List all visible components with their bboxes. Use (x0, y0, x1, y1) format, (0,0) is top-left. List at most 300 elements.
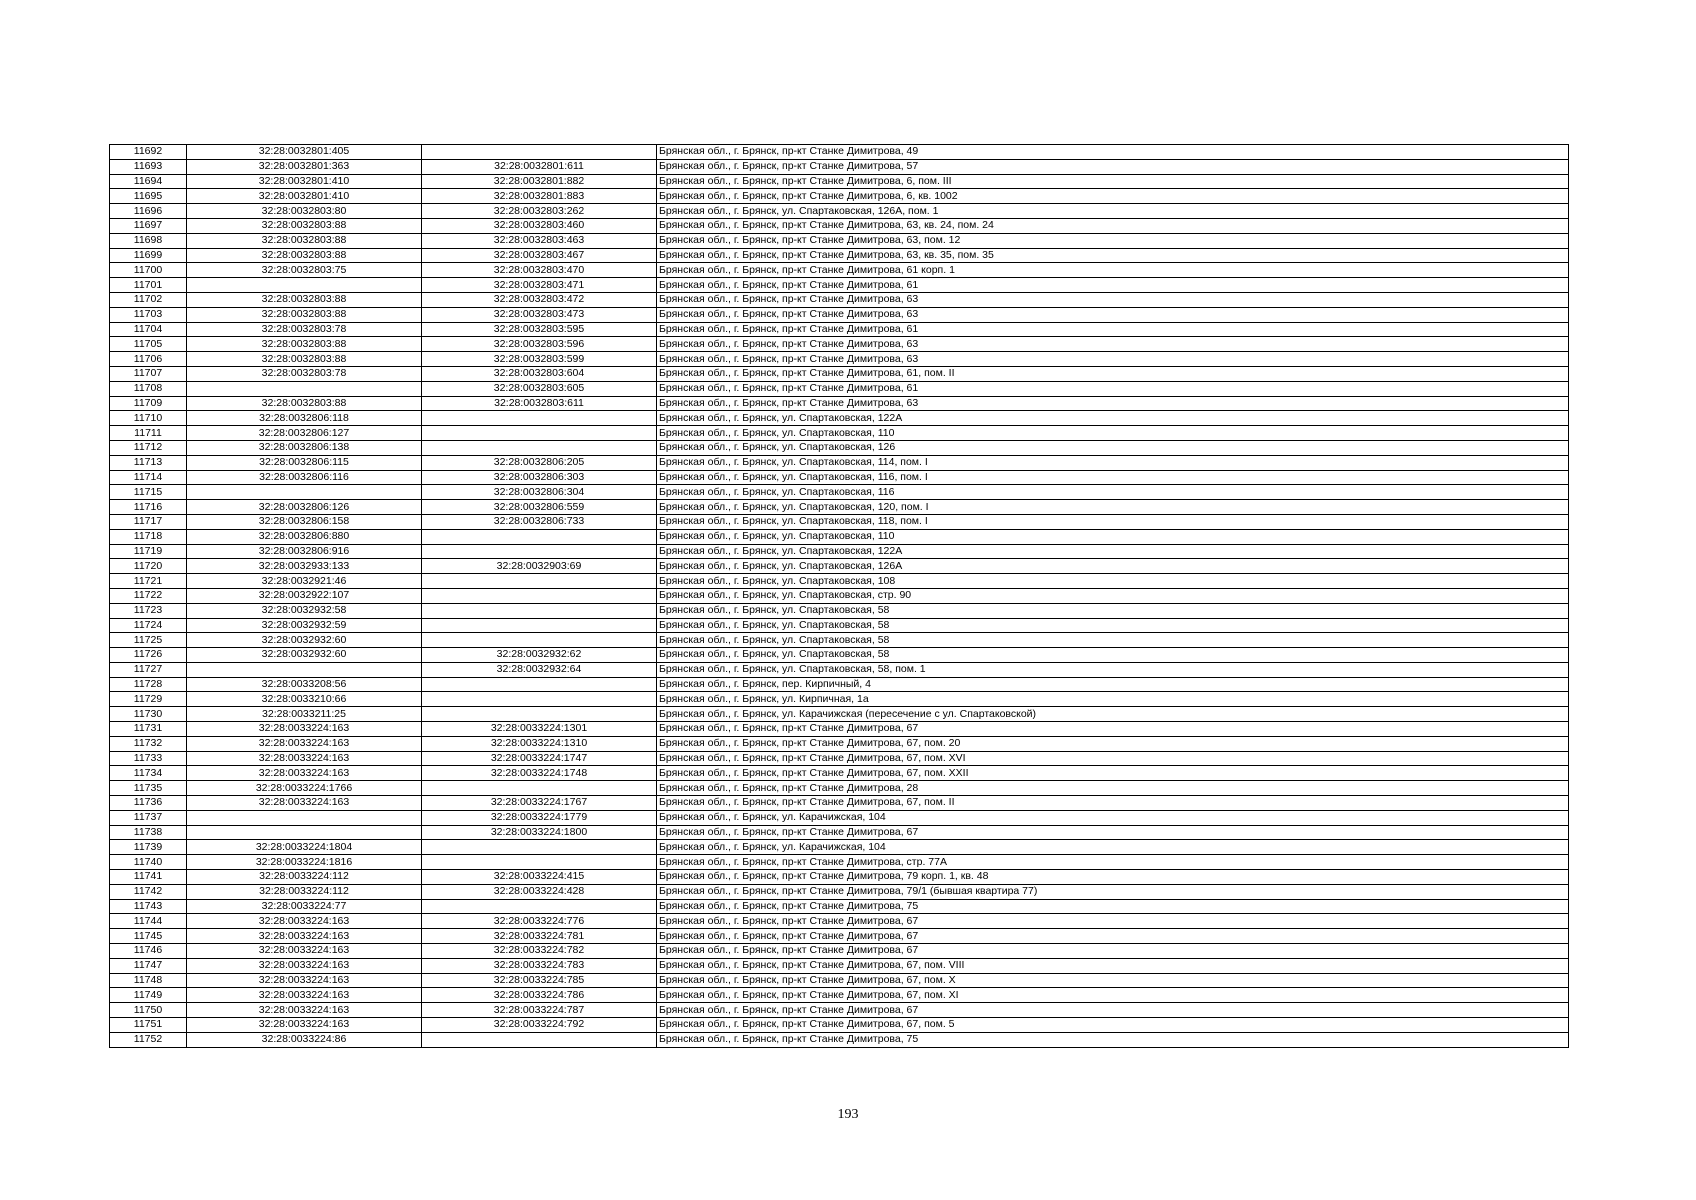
row-number-cell: 11702 (110, 292, 187, 307)
table-row (110, 189, 1569, 204)
row-number-cell: 11725 (110, 633, 187, 648)
table-row (110, 263, 1569, 278)
object-cadastral-number-cell (422, 707, 657, 722)
row-number-cell: 11748 (110, 973, 187, 988)
table-row (110, 662, 1569, 677)
parcel-cadastral-number-cell: 32:28:0032932:59 (187, 618, 422, 633)
row-number-cell: 11701 (110, 278, 187, 293)
address-cell: Брянская обл., г. Брянск, пр-кт Станке Димитрова, 6, кв. 1002 (657, 189, 1569, 204)
parcel-cadastral-number-cell: 32:28:0032801:410 (187, 174, 422, 189)
object-cadastral-number-cell: 32:28:0033224:415 (422, 870, 657, 885)
row-number-cell: 11692 (110, 145, 187, 160)
parcel-cadastral-number-cell (187, 810, 422, 825)
table-row (110, 426, 1569, 441)
parcel-cadastral-number-cell: 32:28:0033224:163 (187, 736, 422, 751)
table-row (110, 366, 1569, 381)
parcel-cadastral-number-cell: 32:28:0033224:163 (187, 944, 422, 959)
parcel-cadastral-number-cell (187, 825, 422, 840)
table-row (110, 618, 1569, 633)
parcel-cadastral-number-cell: 32:28:0033224:163 (187, 958, 422, 973)
object-cadastral-number-cell: 32:28:0032806:733 (422, 514, 657, 529)
table-row (110, 810, 1569, 825)
object-cadastral-number-cell: 32:28:0032803:262 (422, 204, 657, 219)
parcel-cadastral-number-cell: 32:28:0032801:363 (187, 159, 422, 174)
address-cell: Брянская обл., г. Брянск, пр-кт Станке Димитрова, 67 (657, 944, 1569, 959)
row-number-cell: 11745 (110, 929, 187, 944)
address-cell: Брянская обл., г. Брянск, пр-кт Станке Димитрова, 67 (657, 825, 1569, 840)
parcel-cadastral-number-cell: 32:28:0032803:88 (187, 233, 422, 248)
object-cadastral-number-cell: 32:28:0032801:883 (422, 189, 657, 204)
parcel-cadastral-number-cell (187, 278, 422, 293)
row-number-cell: 11720 (110, 559, 187, 574)
object-cadastral-number-cell (422, 411, 657, 426)
parcel-cadastral-number-cell: 32:28:0032806:127 (187, 426, 422, 441)
page-number: 193 (837, 1107, 859, 1122)
parcel-cadastral-number-cell: 32:28:0032932:60 (187, 648, 422, 663)
address-cell: Брянская обл., г. Брянск, ул. Спартаковская, 126 (657, 440, 1569, 455)
table-row (110, 870, 1569, 885)
parcel-cadastral-number-cell (187, 381, 422, 396)
row-number-cell: 11715 (110, 485, 187, 500)
object-cadastral-number-cell: 32:28:0033224:785 (422, 973, 657, 988)
table-row (110, 692, 1569, 707)
parcel-cadastral-number-cell: 32:28:0033224:1804 (187, 840, 422, 855)
address-cell: Брянская обл., г. Брянск, пр-кт Станке Димитрова, 67, пом. 5 (657, 1018, 1569, 1033)
address-cell: Брянская обл., г. Брянск, ул. Спартаковская, 110 (657, 529, 1569, 544)
address-cell: Брянская обл., г. Брянск, пр-кт Станке Димитрова, 63 (657, 292, 1569, 307)
row-number-cell: 11695 (110, 189, 187, 204)
table-row (110, 1018, 1569, 1033)
parcel-cadastral-number-cell (187, 485, 422, 500)
address-cell: Брянская обл., г. Брянск, ул. Спартаковская, 122А (657, 411, 1569, 426)
parcel-cadastral-number-cell: 32:28:0032803:80 (187, 204, 422, 219)
table-row (110, 603, 1569, 618)
table-row (110, 248, 1569, 263)
parcel-cadastral-number-cell: 32:28:0032803:88 (187, 292, 422, 307)
address-cell: Брянская обл., г. Брянск, ул. Карачижская, 104 (657, 810, 1569, 825)
parcel-cadastral-number-cell: 32:28:0032803:88 (187, 248, 422, 263)
table-row (110, 766, 1569, 781)
table-row (110, 233, 1569, 248)
parcel-cadastral-number-cell: 32:28:0033224:163 (187, 1018, 422, 1033)
row-number-cell: 11726 (110, 648, 187, 663)
object-cadastral-number-cell: 32:28:0033224:1779 (422, 810, 657, 825)
row-number-cell: 11693 (110, 159, 187, 174)
parcel-cadastral-number-cell: 32:28:0033224:163 (187, 929, 422, 944)
row-number-cell: 11724 (110, 618, 187, 633)
row-number-cell: 11699 (110, 248, 187, 263)
row-number-cell: 11741 (110, 870, 187, 885)
table-row (110, 204, 1569, 219)
address-cell: Брянская обл., г. Брянск, пр-кт Станке Димитрова, 63 (657, 396, 1569, 411)
parcel-cadastral-number-cell: 32:28:0033224:1766 (187, 781, 422, 796)
row-number-cell: 11721 (110, 574, 187, 589)
row-number-cell: 11710 (110, 411, 187, 426)
address-cell: Брянская обл., г. Брянск, пр-кт Станке Димитрова, 63 (657, 307, 1569, 322)
address-cell: Брянская обл., г. Брянск, пр-кт Станке Димитрова, 63, пом. 12 (657, 233, 1569, 248)
row-number-cell: 11735 (110, 781, 187, 796)
table-row (110, 751, 1569, 766)
object-cadastral-number-cell: 32:28:0033224:1301 (422, 722, 657, 737)
address-cell: Брянская обл., г. Брянск, ул. Спартаковская, 116, пом. I (657, 470, 1569, 485)
table-row (110, 633, 1569, 648)
row-number-cell: 11730 (110, 707, 187, 722)
object-cadastral-number-cell (422, 840, 657, 855)
address-cell: Брянская обл., г. Брянск, пр-кт Станке Димитрова, 49 (657, 145, 1569, 160)
parcel-cadastral-number-cell: 32:28:0033224:163 (187, 973, 422, 988)
object-cadastral-number-cell: 32:28:0033224:792 (422, 1018, 657, 1033)
table-row (110, 929, 1569, 944)
address-cell: Брянская обл., г. Брянск, пр-кт Станке Димитрова, 61 корп. 1 (657, 263, 1569, 278)
table-row (110, 174, 1569, 189)
address-cell: Брянская обл., г. Брянск, пр-кт Станке Димитрова, 79/1 (бывшая квартира 77) (657, 884, 1569, 899)
row-number-cell: 11738 (110, 825, 187, 840)
row-number-cell: 11728 (110, 677, 187, 692)
parcel-cadastral-number-cell: 32:28:0033208:56 (187, 677, 422, 692)
table-row (110, 307, 1569, 322)
parcel-cadastral-number-cell: 32:28:0032803:88 (187, 218, 422, 233)
object-cadastral-number-cell: 32:28:0032932:62 (422, 648, 657, 663)
address-cell: Брянская обл., г. Брянск, ул. Спартаковская, 116 (657, 485, 1569, 500)
table-row (110, 159, 1569, 174)
object-cadastral-number-cell: 32:28:0032803:605 (422, 381, 657, 396)
address-cell: Брянская обл., г. Брянск, пр-кт Станке Димитрова, 63 (657, 337, 1569, 352)
table-row (110, 352, 1569, 367)
address-cell: Брянская обл., г. Брянск, пр-кт Станке Димитрова, 67 (657, 914, 1569, 929)
object-cadastral-number-cell: 32:28:0032803:473 (422, 307, 657, 322)
table-row (110, 707, 1569, 722)
object-cadastral-number-cell (422, 1032, 657, 1047)
row-number-cell: 11746 (110, 944, 187, 959)
parcel-cadastral-number-cell: 32:28:0033224:77 (187, 899, 422, 914)
row-number-cell: 11705 (110, 337, 187, 352)
address-cell: Брянская обл., г. Брянск, пр-кт Станке Димитрова, 57 (657, 159, 1569, 174)
table-row (110, 322, 1569, 337)
row-number-cell: 11719 (110, 544, 187, 559)
parcel-cadastral-number-cell: 32:28:0032801:405 (187, 145, 422, 160)
table-row (110, 736, 1569, 751)
row-number-cell: 11742 (110, 884, 187, 899)
parcel-cadastral-number-cell: 32:28:0033210:66 (187, 692, 422, 707)
row-number-cell: 11716 (110, 500, 187, 515)
address-cell: Брянская обл., г. Брянск, пр-кт Станке Димитрова, 67 (657, 1003, 1569, 1018)
object-cadastral-number-cell: 32:28:0032806:304 (422, 485, 657, 500)
object-cadastral-number-cell: 32:28:0033224:428 (422, 884, 657, 899)
address-cell: Брянская обл., г. Брянск, пр-кт Станке Димитрова, 67, пом. VIII (657, 958, 1569, 973)
row-number-cell: 11707 (110, 366, 187, 381)
row-number-cell: 11713 (110, 455, 187, 470)
object-cadastral-number-cell: 32:28:0033224:787 (422, 1003, 657, 1018)
object-cadastral-number-cell (422, 529, 657, 544)
parcel-cadastral-number-cell: 32:28:0033224:112 (187, 884, 422, 899)
row-number-cell: 11723 (110, 603, 187, 618)
parcel-cadastral-number-cell: 32:28:0033211:25 (187, 707, 422, 722)
table-row (110, 292, 1569, 307)
object-cadastral-number-cell: 32:28:0032806:205 (422, 455, 657, 470)
object-cadastral-number-cell: 32:28:0033224:776 (422, 914, 657, 929)
object-cadastral-number-cell (422, 855, 657, 870)
parcel-cadastral-number-cell: 32:28:0032803:88 (187, 396, 422, 411)
table-row (110, 218, 1569, 233)
address-cell: Брянская обл., г. Брянск, ул. Спартаковская, 58 (657, 633, 1569, 648)
address-cell: Брянская обл., г. Брянск, пр-кт Станке Димитрова, 67, пом. II (657, 796, 1569, 811)
data-table (109, 144, 1569, 1048)
row-number-cell: 11752 (110, 1032, 187, 1047)
table-row (110, 514, 1569, 529)
parcel-cadastral-number-cell: 32:28:0032806:126 (187, 500, 422, 515)
object-cadastral-number-cell: 32:28:0032803:460 (422, 218, 657, 233)
address-cell: Брянская обл., г. Брянск, ул. Спартаковская, 58 (657, 648, 1569, 663)
row-number-cell: 11727 (110, 662, 187, 677)
table-row (110, 529, 1569, 544)
row-number-cell: 11749 (110, 988, 187, 1003)
row-number-cell: 11734 (110, 766, 187, 781)
address-cell: Брянская обл., г. Брянск, пр-кт Станке Димитрова, 67 (657, 722, 1569, 737)
object-cadastral-number-cell (422, 781, 657, 796)
address-cell: Брянская обл., г. Брянск, ул. Спартаковская, 110 (657, 426, 1569, 441)
address-cell: Брянская обл., г. Брянск, ул. Спартаковская, 126А (657, 559, 1569, 574)
table-row (110, 145, 1569, 160)
object-cadastral-number-cell (422, 588, 657, 603)
address-cell: Брянская обл., г. Брянск, ул. Карачижская, 104 (657, 840, 1569, 855)
address-cell: Брянская обл., г. Брянск, ул. Спартаковская, 120, пом. I (657, 500, 1569, 515)
object-cadastral-number-cell (422, 677, 657, 692)
object-cadastral-number-cell: 32:28:0032903:69 (422, 559, 657, 574)
row-number-cell: 11704 (110, 322, 187, 337)
table-row (110, 825, 1569, 840)
row-number-cell: 11747 (110, 958, 187, 973)
table-row (110, 914, 1569, 929)
address-cell: Брянская обл., г. Брянск, пр-кт Станке Димитрова, 63, кв. 24, пом. 24 (657, 218, 1569, 233)
row-number-cell: 11694 (110, 174, 187, 189)
object-cadastral-number-cell: 32:28:0033224:1800 (422, 825, 657, 840)
object-cadastral-number-cell: 32:28:0032803:611 (422, 396, 657, 411)
row-number-cell: 11708 (110, 381, 187, 396)
address-cell: Брянская обл., г. Брянск, пр-кт Станке Димитрова, 75 (657, 899, 1569, 914)
table-row (110, 722, 1569, 737)
object-cadastral-number-cell (422, 633, 657, 648)
parcel-cadastral-number-cell: 32:28:0032806:118 (187, 411, 422, 426)
table-row (110, 1032, 1569, 1047)
row-number-cell: 11731 (110, 722, 187, 737)
row-number-cell: 11751 (110, 1018, 187, 1033)
row-number-cell: 11703 (110, 307, 187, 322)
address-cell: Брянская обл., г. Брянск, пр-кт Станке Димитрова, 67 (657, 929, 1569, 944)
row-number-cell: 11733 (110, 751, 187, 766)
object-cadastral-number-cell: 32:28:0032803:471 (422, 278, 657, 293)
object-cadastral-number-cell: 32:28:0033224:1767 (422, 796, 657, 811)
address-cell: Брянская обл., г. Брянск, пр-кт Станке Димитрова, 61, пом. II (657, 366, 1569, 381)
address-cell: Брянская обл., г. Брянск, пр-кт Станке Димитрова, 75 (657, 1032, 1569, 1047)
table-row (110, 588, 1569, 603)
row-number-cell: 11743 (110, 899, 187, 914)
object-cadastral-number-cell: 32:28:0032932:64 (422, 662, 657, 677)
table-row (110, 544, 1569, 559)
table-row (110, 899, 1569, 914)
parcel-cadastral-number-cell: 32:28:0033224:163 (187, 914, 422, 929)
parcel-cadastral-number-cell: 32:28:0033224:163 (187, 766, 422, 781)
table-row (110, 396, 1569, 411)
table-row (110, 278, 1569, 293)
address-cell: Брянская обл., г. Брянск, ул. Спартаковская, стр. 90 (657, 588, 1569, 603)
parcel-cadastral-number-cell: 32:28:0033224:86 (187, 1032, 422, 1047)
address-cell: Брянская обл., г. Брянск, пр-кт Станке Димитрова, 63 (657, 352, 1569, 367)
table-row (110, 574, 1569, 589)
object-cadastral-number-cell (422, 618, 657, 633)
object-cadastral-number-cell: 32:28:0033224:1310 (422, 736, 657, 751)
address-cell: Брянская обл., г. Брянск, пр-кт Станке Димитрова, 28 (657, 781, 1569, 796)
address-cell: Брянская обл., г. Брянск, пр-кт Станке Димитрова, 67, пом. XVI (657, 751, 1569, 766)
row-number-cell: 11750 (110, 1003, 187, 1018)
row-number-cell: 11697 (110, 218, 187, 233)
parcel-cadastral-number-cell: 32:28:0032803:78 (187, 366, 422, 381)
table-body (110, 145, 1569, 1048)
row-number-cell: 11700 (110, 263, 187, 278)
table-row (110, 677, 1569, 692)
row-number-cell: 11739 (110, 840, 187, 855)
address-cell: Брянская обл., г. Брянск, ул. Спартаковская, 58 (657, 618, 1569, 633)
object-cadastral-number-cell (422, 145, 657, 160)
address-cell: Брянская обл., г. Брянск, ул. Спартаковская, 114, пом. I (657, 455, 1569, 470)
address-cell: Брянская обл., г. Брянск, ул. Спартаковская, 122А (657, 544, 1569, 559)
address-cell: Брянская обл., г. Брянск, ул. Спартаковская, 58 (657, 603, 1569, 618)
parcel-cadastral-number-cell (187, 662, 422, 677)
address-cell: Брянская обл., г. Брянск, ул. Спартаковская, 108 (657, 574, 1569, 589)
table-row (110, 988, 1569, 1003)
parcel-cadastral-number-cell: 32:28:0032803:88 (187, 352, 422, 367)
row-number-cell: 11711 (110, 426, 187, 441)
parcel-cadastral-number-cell: 32:28:0032806:916 (187, 544, 422, 559)
object-cadastral-number-cell: 32:28:0032806:303 (422, 470, 657, 485)
table-row (110, 470, 1569, 485)
object-cadastral-number-cell: 32:28:0032803:467 (422, 248, 657, 263)
parcel-cadastral-number-cell: 32:28:0032932:60 (187, 633, 422, 648)
object-cadastral-number-cell (422, 440, 657, 455)
object-cadastral-number-cell (422, 544, 657, 559)
address-cell: Брянская обл., г. Брянск, пр-кт Станке Димитрова, 61 (657, 381, 1569, 396)
row-number-cell: 11732 (110, 736, 187, 751)
parcel-cadastral-number-cell: 32:28:0033224:163 (187, 988, 422, 1003)
address-cell: Брянская обл., г. Брянск, пр-кт Станке Димитрова, 67, пом. XXII (657, 766, 1569, 781)
object-cadastral-number-cell: 32:28:0033224:782 (422, 944, 657, 959)
table-row (110, 855, 1569, 870)
object-cadastral-number-cell: 32:28:0033224:783 (422, 958, 657, 973)
address-cell: Брянская обл., г. Брянск, ул. Спартаковская, 126А, пом. 1 (657, 204, 1569, 219)
table-row (110, 500, 1569, 515)
address-cell: Брянская обл., г. Брянск, пр-кт Станке Димитрова, стр. 77А (657, 855, 1569, 870)
object-cadastral-number-cell (422, 899, 657, 914)
parcel-cadastral-number-cell: 32:28:0033224:163 (187, 751, 422, 766)
row-number-cell: 11736 (110, 796, 187, 811)
address-cell: Брянская обл., г. Брянск, пр-кт Станке Димитрова, 67, пом. 20 (657, 736, 1569, 751)
object-cadastral-number-cell: 32:28:0032803:595 (422, 322, 657, 337)
object-cadastral-number-cell: 32:28:0033224:1748 (422, 766, 657, 781)
parcel-cadastral-number-cell: 32:28:0032806:116 (187, 470, 422, 485)
address-cell: Брянская обл., г. Брянск, пр-кт Станке Димитрова, 6, пом. III (657, 174, 1569, 189)
object-cadastral-number-cell: 32:28:0033224:1747 (422, 751, 657, 766)
row-number-cell: 11712 (110, 440, 187, 455)
parcel-cadastral-number-cell: 32:28:0032933:133 (187, 559, 422, 574)
table-row (110, 559, 1569, 574)
parcel-cadastral-number-cell: 32:28:0032803:88 (187, 337, 422, 352)
table-row (110, 381, 1569, 396)
row-number-cell: 11740 (110, 855, 187, 870)
object-cadastral-number-cell: 32:28:0032803:472 (422, 292, 657, 307)
row-number-cell: 11714 (110, 470, 187, 485)
object-cadastral-number-cell: 32:28:0032803:604 (422, 366, 657, 381)
parcel-cadastral-number-cell: 32:28:0033224:163 (187, 1003, 422, 1018)
object-cadastral-number-cell: 32:28:0032803:463 (422, 233, 657, 248)
object-cadastral-number-cell (422, 603, 657, 618)
row-number-cell: 11706 (110, 352, 187, 367)
row-number-cell: 11718 (110, 529, 187, 544)
table-row (110, 411, 1569, 426)
parcel-cadastral-number-cell: 32:28:0032922:107 (187, 588, 422, 603)
parcel-cadastral-number-cell: 32:28:0032806:158 (187, 514, 422, 529)
parcel-cadastral-number-cell: 32:28:0032801:410 (187, 189, 422, 204)
parcel-cadastral-number-cell: 32:28:0032803:78 (187, 322, 422, 337)
object-cadastral-number-cell: 32:28:0032801:882 (422, 174, 657, 189)
object-cadastral-number-cell: 32:28:0032803:599 (422, 352, 657, 367)
address-cell: Брянская обл., г. Брянск, пр-кт Станке Димитрова, 67, пом. XI (657, 988, 1569, 1003)
parcel-cadastral-number-cell: 32:28:0033224:1816 (187, 855, 422, 870)
table-row (110, 440, 1569, 455)
row-number-cell: 11696 (110, 204, 187, 219)
object-cadastral-number-cell: 32:28:0032801:611 (422, 159, 657, 174)
parcel-cadastral-number-cell: 32:28:0032932:58 (187, 603, 422, 618)
address-cell: Брянская обл., г. Брянск, пр-кт Станке Димитрова, 63, кв. 35, пом. 35 (657, 248, 1569, 263)
address-cell: Брянская обл., г. Брянск, ул. Спартаковская, 118, пом. I (657, 514, 1569, 529)
row-number-cell: 11737 (110, 810, 187, 825)
parcel-cadastral-number-cell: 32:28:0033224:112 (187, 870, 422, 885)
table-row (110, 485, 1569, 500)
row-number-cell: 11717 (110, 514, 187, 529)
object-cadastral-number-cell: 32:28:0032803:470 (422, 263, 657, 278)
table-row (110, 1003, 1569, 1018)
object-cadastral-number-cell (422, 574, 657, 589)
object-cadastral-number-cell (422, 426, 657, 441)
parcel-cadastral-number-cell: 32:28:0032803:88 (187, 307, 422, 322)
address-cell: Брянская обл., г. Брянск, пр-кт Станке Димитрова, 61 (657, 278, 1569, 293)
object-cadastral-number-cell: 32:28:0032806:559 (422, 500, 657, 515)
address-cell: Брянская обл., г. Брянск, ул. Спартаковская, 58, пом. 1 (657, 662, 1569, 677)
address-cell: Брянская обл., г. Брянск, пер. Кирпичный, 4 (657, 677, 1569, 692)
parcel-cadastral-number-cell: 32:28:0033224:163 (187, 722, 422, 737)
row-number-cell: 11729 (110, 692, 187, 707)
parcel-cadastral-number-cell: 32:28:0032806:138 (187, 440, 422, 455)
table-row (110, 840, 1569, 855)
address-cell: Брянская обл., г. Брянск, пр-кт Станке Димитрова, 79 корп. 1, кв. 48 (657, 870, 1569, 885)
parcel-cadastral-number-cell: 32:28:0032806:115 (187, 455, 422, 470)
object-cadastral-number-cell: 32:28:0033224:786 (422, 988, 657, 1003)
row-number-cell: 11744 (110, 914, 187, 929)
table-row (110, 648, 1569, 663)
parcel-cadastral-number-cell: 32:28:0032806:880 (187, 529, 422, 544)
parcel-cadastral-number-cell: 32:28:0032921:46 (187, 574, 422, 589)
address-cell: Брянская обл., г. Брянск, ул. Кирпичная, 1а (657, 692, 1569, 707)
parcel-cadastral-number-cell: 32:28:0033224:163 (187, 796, 422, 811)
row-number-cell: 11709 (110, 396, 187, 411)
table-row (110, 781, 1569, 796)
table-row (110, 973, 1569, 988)
address-cell: Брянская обл., г. Брянск, ул. Карачижская (пересечение с ул. Спартаковской) (657, 707, 1569, 722)
object-cadastral-number-cell: 32:28:0032803:596 (422, 337, 657, 352)
table-row (110, 337, 1569, 352)
table-row (110, 944, 1569, 959)
row-number-cell: 11698 (110, 233, 187, 248)
parcel-cadastral-number-cell: 32:28:0032803:75 (187, 263, 422, 278)
table-row (110, 958, 1569, 973)
